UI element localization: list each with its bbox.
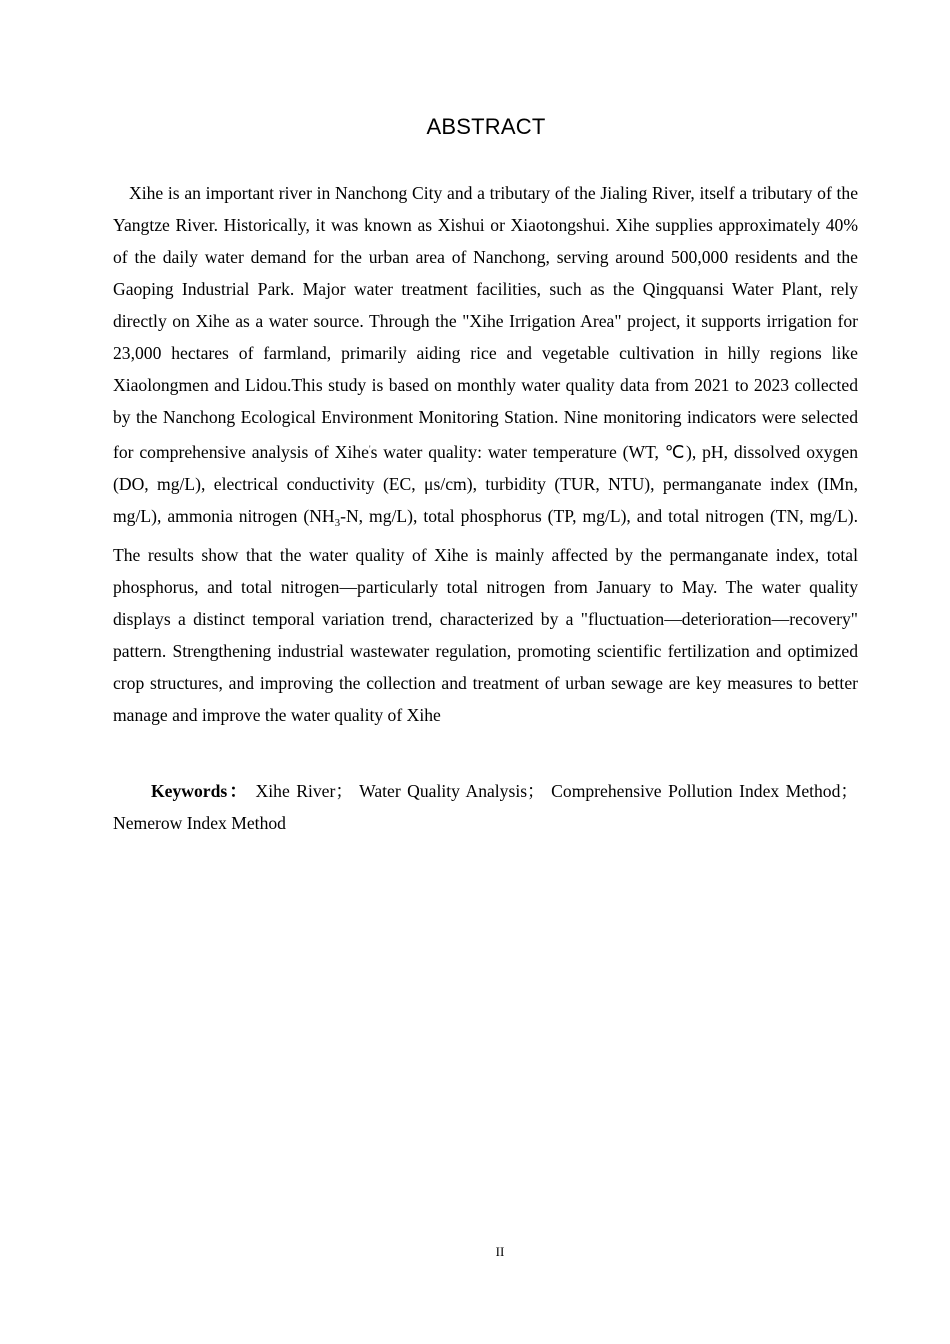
keywords-text: Xihe River； Water Quality Analysis； Comprehensive Pollution Index Method；Nemerow Index Method bbox=[113, 781, 858, 833]
abstract-text-part2: s water quality: water temperature (WT, ℃), pH, dissolved oxygen (DO, mg/L), electrical conductivity (EC, μs/cm), turbidity (TUR, NTU), permanganate index (IMn, mg/L), ammonia nitrogen (NH bbox=[113, 442, 858, 526]
keywords-paragraph bbox=[113, 775, 858, 839]
abstract-text-part3: -N, mg/L), total phosphorus (TP, mg/L), and total nitrogen (TN, mg/L). The results show that the water quality of Xihe is mainly affected by the permanganate index, total phosphorus, and total nitrogen—particularly total nitrogen from January to May. The water quality displays a distinct temporal variation trend, characterized by a "fluctuation—deterioration—recovery" pattern. Strengthening industrial wastewater regulation, promoting scientific fertilization and optimized crop structures, and improving the collection and treatment of urban sewage are key measures to better manage and improve the water quality of Xihe bbox=[113, 506, 858, 725]
abstract-text-part1: Xihe is an important river in Nanchong City and a tributary of the Jialing River, itself a tributary of the Yangtze River. Historically, it was known as Xishui or Xiaotongshui. Xihe supplies approximately 40% of the daily water demand for the urban area of Nanchong, serving around 500,000 residents and the Gaoping Industrial Park. Major water treatment facilities, such as the Qingquansi Water Plant, rely directly on Xihe as a water source. Through the "Xihe Irrigation Area" project, it supports irrigation for 23,000 hectares of farmland, primarily aiding rice and vegetable cultivation in hilly regions like Xiaolongmen and Lidou.This study is based on monthly water quality data from 2021 to 2023 collected by the Nanchong Ecological Environment Monitoring Station. Nine monitoring indicators were selected for comprehensive analysis of Xihe bbox=[113, 183, 858, 462]
page-title: ABSTRACT bbox=[426, 114, 546, 139]
abstract-subscript: 3 bbox=[334, 517, 341, 529]
page-number: II bbox=[495, 1244, 505, 1259]
abstract-paragraph bbox=[113, 177, 858, 731]
abstract-apostrophe: ' bbox=[368, 444, 371, 454]
keywords-label: Keywords： bbox=[151, 781, 250, 801]
